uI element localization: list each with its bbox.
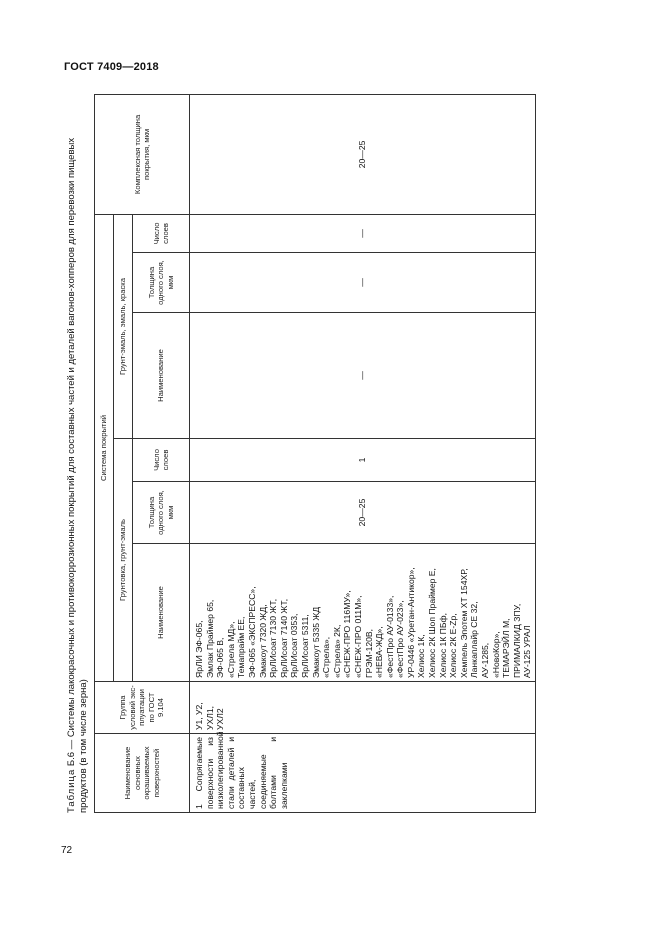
cell-total-thickness: 20—25 xyxy=(190,94,536,214)
page-header-doc-code: ГОСТ 7409—2018 xyxy=(64,61,159,73)
header-primer-name: Наименование xyxy=(133,544,190,682)
header-total-thickness: Комплексная толщина покрытия, мкм xyxy=(95,94,190,214)
header-primer-layers: Число слоев xyxy=(133,439,190,482)
cell-paint-layers: — xyxy=(190,214,536,252)
header-paint-name: Наименование xyxy=(133,313,190,439)
caption-label: Таблица xyxy=(66,768,77,813)
header-surfaces: Наименование основных окрашиваемых поверхностей xyxy=(95,734,190,813)
cell-primer-layers: 1 xyxy=(190,439,536,482)
caption-text: Б.6 — Системы лакокрасочных и противокоррозионных покрытий для составных частей и деталей вагонов-хопперов для перевозки пищевых продуктов (в том числе зерна) xyxy=(66,137,89,813)
header-primer-thickness: Толщина одного слоя, мкм xyxy=(133,482,190,544)
header-primer-group: Грунтовка, грунт-эмаль xyxy=(114,439,133,682)
header-coating-system: Система покрытий xyxy=(95,214,114,681)
cell-primer-thickness: 20—25 xyxy=(190,482,536,544)
header-paint-thickness: Толщина одного слоя, мкм xyxy=(133,253,190,313)
table-row xyxy=(190,94,536,812)
header-conditions-group: Группа условий экс-плуатации по ГОСТ 9.104 xyxy=(95,682,190,734)
cell-primer-name: ЯрЛИ ЭФ-065, Эмлак Праймер 65, ЭФ-065 В, «Стрела МД», Темапрайм ЕЕ, ЭФ-065 «ЭКСПРЕСС», Эмакоут 7320 ЖД, ЯрЛИсоат 7130 ЖТ, ЯрЛИсоат 7140 ЖТ, ЯрЛИсоат 0353, ЯрЛИсоат 5311, Эмакоут 5335 ЖД «Стрела», «Стрела» 2К, «СНЕЖ-ПРО 116МУ», «СНЕЖ-ПРО 011М», ГРЭМ-120В, «НЕВА-ЖД», «ФестПро АУ-0133», «ФестПро АУ-023», УР-0446 «Уретан-Антикор», Хелиос 1К, Хелиос 2К Шоп Праймер Е, Хелиос 1К ПБф, Хелиос 2К E-Zp, Хемпель Эпотем ХТ 154ХР, Ланкаплайр СЕ 32, АУ-1285, «НовоКор», ТЕМАРЭЙЛ М, ПРИМАЛКИД ЗПУ, АУ-125 УРАЛ xyxy=(190,544,536,682)
table-caption xyxy=(66,98,90,813)
cell-paint-name: — xyxy=(190,313,536,439)
cell-conditions: У1, У2, УХЛ1, УХЛ2 xyxy=(190,682,536,734)
coating-systems-table xyxy=(94,94,536,813)
rotated-table-block xyxy=(66,93,591,813)
cell-surface: 1 Сопрягаемые поверхности из низколегированной стали деталей и составных частей, соединяемые болтами и заклепками xyxy=(190,734,536,813)
cell-paint-thickness: — xyxy=(190,253,536,313)
header-paint-group: Грунт-эмаль, эмаль, краска xyxy=(114,214,133,438)
header-paint-layers: Число слоев xyxy=(133,214,190,252)
page-number: 72 xyxy=(61,845,73,856)
